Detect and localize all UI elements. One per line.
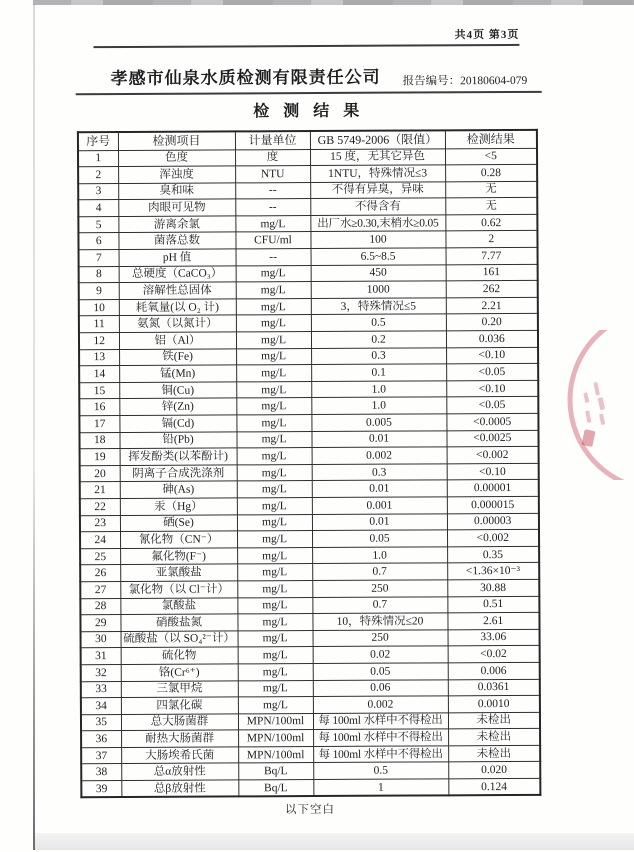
cell-test-item: 大肠埃希氏菌 <box>121 747 238 764</box>
cell-limit: 每 100ml 水样中不得检出 <box>313 729 448 746</box>
cell-test-item: 肉眼可见物 <box>118 199 235 216</box>
cell-test-item: 阴离子合成洗涤剂 <box>120 465 237 482</box>
cell-limit: 0.06 <box>313 679 448 696</box>
cell-row-number: 31 <box>81 648 121 665</box>
cell-unit: Bq/L <box>238 763 313 780</box>
cell-unit: Bq/L <box>238 780 313 797</box>
column-header: 计量单位 <box>235 131 310 149</box>
cell-unit: mg/L <box>237 448 312 465</box>
cell-row-number: 3 <box>78 183 118 200</box>
cell-test-item: 砷(As) <box>120 481 237 498</box>
company-name: 孝感市仙泉水质检测有限责任公司 <box>110 67 381 89</box>
header-rule-bottom <box>76 91 542 95</box>
cell-row-number: 12 <box>79 333 119 350</box>
cell-test-item: 色度 <box>118 149 235 166</box>
cell-test-item: 汞（Hg） <box>120 498 237 515</box>
cell-row-number: 33 <box>81 681 121 698</box>
cell-limit: 不得含有 <box>310 198 445 215</box>
cell-row-number: 30 <box>81 631 121 648</box>
cell-row-number: 2 <box>78 167 118 184</box>
cell-unit: mg/L <box>236 265 311 282</box>
cell-test-item: 游离余氯 <box>118 216 235 233</box>
cell-unit: mg/L <box>237 547 312 564</box>
cell-unit: mg/L <box>237 614 312 631</box>
cell-limit: 出厂水≥0.30,末梢水≥0.05 <box>310 215 445 232</box>
cell-result: 30.88 <box>447 579 539 596</box>
cell-limit: 100 <box>310 231 445 248</box>
cell-row-number: 28 <box>80 598 120 615</box>
cell-limit: 15 度，无其它异色 <box>310 148 445 165</box>
cell-result: 0.036 <box>446 330 538 347</box>
cell-test-item: 铜(Cu) <box>119 382 236 399</box>
cell-unit: mg/L <box>236 298 311 315</box>
cell-limit: 0.2 <box>311 331 446 348</box>
cell-unit: CFU/ml <box>235 232 310 249</box>
cell-limit: 1000 <box>311 281 446 298</box>
cell-test-item: 铅(Pb) <box>119 432 236 449</box>
cell-result: 无 <box>445 198 537 215</box>
cell-unit: mg/L <box>236 365 311 382</box>
cell-unit: MPN/100ml <box>238 746 313 763</box>
column-header: 检测结果 <box>445 130 537 148</box>
cell-row-number: 13 <box>79 349 119 366</box>
cell-row-number: 23 <box>80 515 120 532</box>
cell-result: <0.10 <box>447 463 539 480</box>
cell-test-item: 耗氧量(以 O₂ 计) <box>119 299 236 316</box>
cell-row-number: 9 <box>79 283 119 300</box>
cell-result: <0.02 <box>448 646 540 663</box>
cell-limit: 0.01 <box>312 513 447 530</box>
cell-result: 0.0010 <box>448 695 540 712</box>
cell-limit: 0.7 <box>312 596 447 613</box>
cell-unit: MPN/100ml <box>238 713 313 730</box>
cell-test-item: 铬(Cr⁶⁺) <box>121 664 238 681</box>
cell-result: 33.06 <box>448 629 540 646</box>
cell-unit: mg/L <box>237 531 312 548</box>
cell-result: 0.00001 <box>447 480 539 497</box>
cell-result: 0.0361 <box>448 679 540 696</box>
cell-unit: mg/L <box>238 663 313 680</box>
cell-result: 161 <box>446 264 538 281</box>
cell-result: 2 <box>445 231 537 248</box>
cell-row-number: 8 <box>79 266 119 283</box>
cell-row-number: 32 <box>81 664 121 681</box>
cell-test-item: 浑浊度 <box>118 166 235 183</box>
cell-unit: mg/L <box>238 647 313 664</box>
cell-unit: mg/L <box>236 348 311 365</box>
cell-row-number: 11 <box>79 316 119 333</box>
cell-limit: 1.0 <box>311 381 446 398</box>
cell-test-item: 亚氯酸盐 <box>120 564 237 581</box>
cell-test-item: 氯酸盐 <box>120 597 237 614</box>
cell-row-number: 15 <box>79 382 119 399</box>
cell-unit: mg/L <box>237 514 312 531</box>
cell-result: 未检出 <box>448 712 540 729</box>
cell-row-number: 22 <box>80 499 120 516</box>
cell-row-number: 29 <box>80 615 120 632</box>
cell-result: <0.002 <box>447 447 539 464</box>
cell-row-number: 18 <box>79 432 119 449</box>
cell-test-item: pH 值 <box>119 249 236 266</box>
cell-limit: 0.3 <box>311 347 446 364</box>
cell-result: 无 <box>445 181 537 198</box>
cell-result: 0.006 <box>448 662 540 679</box>
table-row <box>81 778 540 797</box>
cell-test-item: 氟化物(F⁻) <box>120 548 237 565</box>
cell-row-number: 20 <box>80 465 120 482</box>
cell-test-item: 硒(Se) <box>120 514 237 531</box>
cell-unit: mg/L <box>238 630 313 647</box>
cell-row-number: 7 <box>79 250 119 267</box>
cell-unit: MPN/100ml <box>238 730 313 747</box>
cell-row-number: 34 <box>81 698 121 715</box>
cell-limit: 0.01 <box>312 480 447 497</box>
cell-row-number: 35 <box>81 714 121 731</box>
cell-limit: 250 <box>312 580 447 597</box>
cell-result: 0.124 <box>448 778 540 795</box>
cell-result: <0.05 <box>446 397 538 414</box>
cell-result: 0.00003 <box>447 513 539 530</box>
column-header: 序号 <box>78 132 118 150</box>
cell-row-number: 1 <box>78 150 118 167</box>
cell-result: 2.61 <box>447 612 539 629</box>
cell-test-item: 溶解性总固体 <box>119 282 236 299</box>
cell-result: 0.35 <box>447 546 539 563</box>
cell-test-item: 菌落总数 <box>118 232 235 249</box>
cell-unit: mg/L <box>237 580 312 597</box>
cell-limit: 6.5~8.5 <box>311 248 446 265</box>
cell-unit: mg/L <box>236 282 311 299</box>
cell-unit: mg/L <box>237 564 312 581</box>
cell-unit: mg/L <box>237 464 312 481</box>
cell-limit: 1.0 <box>312 547 447 564</box>
cell-row-number: 38 <box>81 764 121 781</box>
cell-limit: 10，特殊情况≤20 <box>312 613 447 630</box>
cell-test-item: 铁(Fe) <box>119 349 236 366</box>
cell-limit: 0.1 <box>311 364 446 381</box>
cell-unit: mg/L <box>236 398 311 415</box>
table-header-row <box>78 130 537 150</box>
cell-unit: mg/L <box>236 431 311 448</box>
cell-result: 未检出 <box>448 729 540 746</box>
results-table-body <box>78 148 540 798</box>
cell-row-number: 25 <box>80 548 120 565</box>
column-header: 检测项目 <box>118 131 235 150</box>
cell-row-number: 19 <box>80 449 120 466</box>
cell-limit: 0.001 <box>312 497 447 514</box>
cell-test-item: 铝（Al） <box>119 332 236 349</box>
cell-limit: 0.002 <box>313 696 448 713</box>
cell-result: 2.21 <box>446 297 538 314</box>
cell-result: 未检出 <box>448 745 540 762</box>
cell-limit: 1.0 <box>311 397 446 414</box>
cell-limit: 0.7 <box>312 563 447 580</box>
cell-test-item: 臭和味 <box>118 183 235 200</box>
cell-limit: 每 100ml 水样中不得检出 <box>313 746 448 763</box>
cell-unit: -- <box>236 249 311 266</box>
cell-limit: 0.02 <box>313 646 448 663</box>
cell-unit: mg/L <box>237 597 312 614</box>
cell-unit: mg/L <box>238 697 313 714</box>
cell-limit: 1NTU，特殊情况≤3 <box>310 165 445 182</box>
cell-result: <0.0005 <box>446 413 538 430</box>
cell-limit: 0.005 <box>311 414 446 431</box>
cell-result: 0.28 <box>445 164 537 181</box>
cell-unit: -- <box>235 199 310 216</box>
cell-result: <0.0025 <box>446 430 538 447</box>
cell-limit: 不得有异臭，异味 <box>310 182 445 199</box>
cell-row-number: 21 <box>80 482 120 499</box>
cell-unit: mg/L <box>236 415 311 432</box>
cell-test-item: 镉(Cd) <box>119 415 236 432</box>
cell-test-item: 四氯化碳 <box>121 697 238 714</box>
cell-test-item: 三氯甲烷 <box>121 680 238 697</box>
cell-test-item: 耐热大肠菌群 <box>121 730 238 747</box>
cell-unit: mg/L <box>236 315 311 332</box>
end-of-content-note: 以下空白 <box>284 803 335 817</box>
cell-unit: 度 <box>235 149 310 166</box>
cell-row-number: 6 <box>78 233 118 250</box>
cell-result: 0.000015 <box>447 496 539 513</box>
cell-unit: mg/L <box>238 680 313 697</box>
cell-limit: 450 <box>311 264 446 281</box>
column-header: GB 5749-2006（限值） <box>310 130 445 149</box>
cell-limit: 每 100ml 水样中不得检出 <box>313 713 448 730</box>
cell-row-number: 37 <box>81 747 121 764</box>
cell-limit: 0.5 <box>311 314 446 331</box>
cell-test-item: 硫酸盐（以 SO₄²⁻计） <box>121 631 238 648</box>
cell-test-item: 锌(Zn) <box>119 398 236 415</box>
cell-row-number: 26 <box>80 565 120 582</box>
cell-row-number: 36 <box>81 731 121 748</box>
cell-limit: 0.05 <box>312 530 447 547</box>
cell-test-item: 硝酸盐氮 <box>120 614 237 631</box>
cell-test-item: 总大肠菌群 <box>121 714 238 731</box>
cell-result: <1.36×10⁻³ <box>447 563 539 580</box>
cell-result: 0.020 <box>448 762 540 779</box>
cell-test-item: 氰化物（CN⁻） <box>120 531 237 548</box>
cell-result: 0.62 <box>445 214 537 231</box>
cell-unit: mg/L <box>235 215 310 232</box>
cell-row-number: 16 <box>79 399 119 416</box>
cell-result: <0.05 <box>446 364 538 381</box>
cell-test-item: 总β放射性 <box>121 780 238 797</box>
cell-result: 0.20 <box>446 314 538 331</box>
cell-row-number: 4 <box>78 200 118 217</box>
cell-limit: 0.5 <box>313 762 448 779</box>
cell-test-item: 总α放射性 <box>121 763 238 780</box>
page-indicator: 共4页 第3页 <box>454 28 520 42</box>
page-title: 检 测 结 果 <box>253 102 365 121</box>
cell-unit: mg/L <box>236 332 311 349</box>
cell-test-item: 总硬度（CaCO₃） <box>119 266 236 283</box>
cell-result: <0.002 <box>447 529 539 546</box>
cell-limit: 250 <box>313 630 448 647</box>
cell-limit: 0.3 <box>312 464 447 481</box>
cell-row-number: 27 <box>80 581 120 598</box>
cell-row-number: 5 <box>78 216 118 233</box>
cell-test-item: 氨氮（以氮计） <box>119 315 236 332</box>
cell-unit: -- <box>235 182 310 199</box>
cell-unit: mg/L <box>236 381 311 398</box>
cell-row-number: 10 <box>79 299 119 316</box>
cell-unit: mg/L <box>237 481 312 498</box>
cell-test-item: 硫化物 <box>121 647 238 664</box>
cell-row-number: 14 <box>79 366 119 383</box>
results-table <box>77 129 541 799</box>
cell-result: <5 <box>445 148 537 165</box>
cell-test-item: 锰(Mn) <box>119 365 236 382</box>
cell-test-item: 氯化物（以 Cl⁻计） <box>120 581 237 598</box>
cell-limit: 0.002 <box>312 447 447 464</box>
cell-limit: 1 <box>313 779 448 796</box>
cell-result: 0.51 <box>447 596 539 613</box>
cell-row-number: 39 <box>81 781 121 798</box>
cell-limit: 3，特殊情况≤5 <box>311 298 446 315</box>
cell-limit: 0.05 <box>313 663 448 680</box>
cell-limit: 0.01 <box>311 430 446 447</box>
cell-result: 262 <box>446 281 538 298</box>
cell-unit: NTU <box>235 166 310 183</box>
report-number: 报告编号：20180604-079 <box>402 74 528 88</box>
cell-row-number: 17 <box>79 416 119 433</box>
cell-row-number: 24 <box>80 532 120 549</box>
cell-result: <0.10 <box>446 347 538 364</box>
header-rule-top <box>93 44 519 48</box>
cell-test-item: 挥发酚类(以苯酚计) <box>120 448 237 465</box>
cell-unit: mg/L <box>237 497 312 514</box>
cell-result: <0.10 <box>446 380 538 397</box>
cell-result: 7.77 <box>446 247 538 264</box>
